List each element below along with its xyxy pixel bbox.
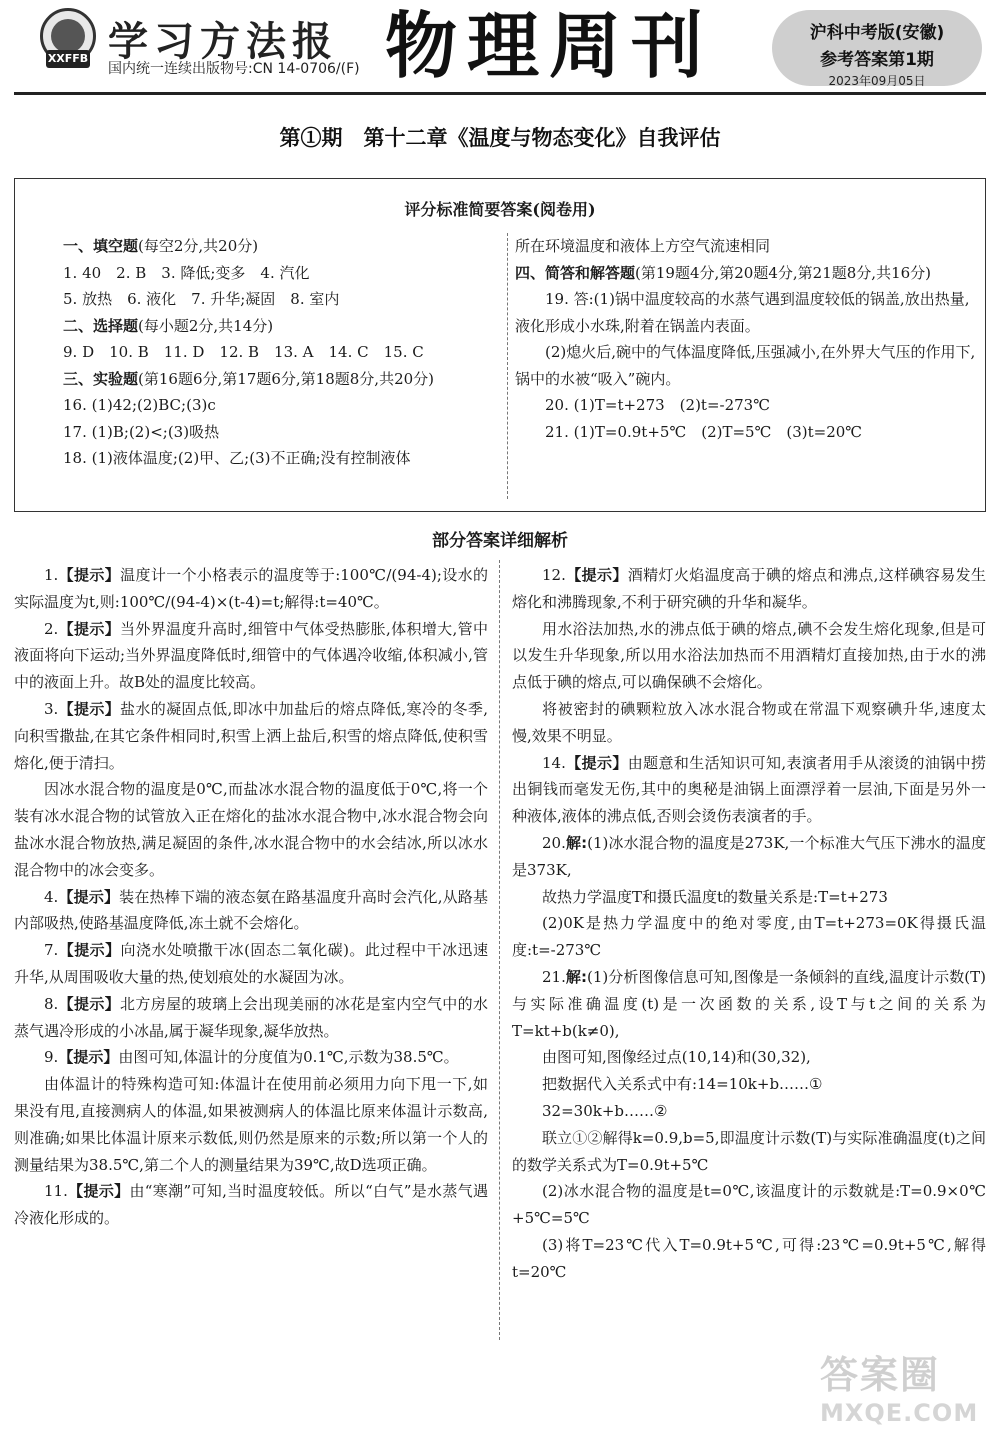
section-label: 三、实验题 [63, 369, 139, 388]
watermark [820, 1344, 990, 1427]
analysis-text: (1)分析图像信息可知,图像是一条倾斜的直线,温度计示数(T)与实际准确温度(t)是一次函数的关系,设T与t之间的关系为T=kt+b(k≠0), [512, 967, 987, 1040]
header-divider [14, 92, 986, 95]
answer-line: 1. 40 2. B 3. 降低;变多 4. 汽化 [63, 263, 310, 282]
analysis-paragraph [14, 562, 488, 616]
hint-label: 【提示】 [58, 941, 121, 960]
masthead [0, 0, 1000, 92]
analysis-text: 用水浴法加热,水的沸点低于碘的熔点,碘不会发生熔化现象,但是可以发生升华现象,所以用水浴法加热而不用酒精灯直接加热,由于水的沸点低于碘的熔点,可以确保碘不会熔化。 [512, 619, 986, 692]
answer-key-left-column [63, 233, 501, 472]
answer-line: 16. (1)42;(2)BC;(3)c [63, 396, 216, 414]
analysis-text: (2)冰水混合物的温度是t=0℃,该温度计的示数就是:T=0.9×0℃+5℃=5℃ [512, 1182, 986, 1228]
analysis-paragraph [14, 937, 488, 991]
analysis-text: (3)将T=23℃代入T=0.9t+5℃,可得:23℃=0.9t+5℃,解得t=20℃ [512, 1235, 986, 1281]
question-number: 7. [44, 941, 59, 960]
analysis-paragraph [512, 696, 986, 750]
hint-label: 解: [565, 833, 588, 852]
analysis-paragraph [14, 1178, 488, 1232]
analysis-text: 联立①②解得k=0.9,b=5,即温度计示数(T)与实际准确温度(t)之间的数学关系式为T=0.9t+5℃ [512, 1128, 986, 1174]
analysis-paragraph [512, 1071, 986, 1098]
section-label: 四、简答和解答题 [515, 263, 636, 282]
section-note: (每空2分,共20分) [138, 237, 259, 255]
answer-line: 所在环境温度和液体上方空气流速相同 [515, 237, 771, 255]
publication-number: 国内统一连续出版物号:CN 14-0706/(F) [108, 61, 360, 77]
analysis-text: 把数据代入关系式中有:14=10k+b……① [542, 1075, 823, 1094]
analysis-text: (2)0K是热力学温度中的绝对零度,由T=t+273=0K得摄氏温度:t=-273℃ [512, 914, 986, 960]
weekly-title: 物理周刊 [385, 4, 714, 88]
question-number: 9. [44, 1048, 59, 1067]
answer-line: 17. (1)B;(2)<;(3)吸热 [63, 422, 220, 441]
answer-key-box [14, 178, 986, 512]
edition-name: 沪科中考版(安徽) [809, 23, 945, 43]
answer-line: 18. (1)液体温度;(2)甲、乙;(3)不正确;没有控制液体 [63, 449, 411, 467]
edition-date: 2023年09月05日 [828, 74, 926, 88]
column-divider [499, 560, 500, 1340]
hint-label: 【提示】 [58, 1048, 119, 1067]
analysis-text: 由“寒潮”可知,当时温度较低。所以“白气”是水蒸气遇冷液化形成的。 [14, 1182, 488, 1228]
hint-label: 【提示】 [58, 994, 121, 1013]
answer-line [515, 260, 977, 287]
analysis-paragraph [512, 1044, 986, 1071]
analysis-paragraph [14, 1071, 488, 1178]
analysis-heading: 部分答案详细解析 [432, 531, 568, 551]
edition-issue: 参考答案第1期 [820, 50, 934, 70]
answer-line: (2)熄火后,碗中的气体温度降低,压强减小,在外界大气压的作用下,锅中的水被“吸入”碗内。 [515, 343, 976, 388]
hint-label: 【提示】 [565, 566, 628, 584]
question-number: 14. [542, 753, 566, 772]
analysis-text: (1)冰水混合物的温度是273K,一个标准大气压下沸水的温度是373K, [512, 833, 986, 879]
section-note: (第19题4分,第20题4分,第21题8分,共16分) [635, 263, 932, 282]
paper-name: 学习方法报 [108, 18, 338, 65]
issue-title: 第①期 第十二章《温度与物态变化》自我评估 [279, 125, 721, 150]
answer-line: 5. 放热 6. 液化 7. 升华;凝固 8. 室内 [63, 290, 340, 308]
analysis-text: 由图可知,体温计的分度值为0.1℃,示数为38.5℃。 [118, 1048, 459, 1067]
analysis-paragraph [512, 1178, 986, 1232]
question-number: 21. [542, 967, 566, 986]
column-divider [507, 233, 508, 499]
answer-line: 19. 答:(1)锅中温度较高的水蒸气遇到温度较低的锅盖,放出热量,液化形成小水珠,附着在锅盖内表面。 [515, 290, 970, 335]
analysis-text: 由图可知,图像经过点(10,14)和(30,32), [542, 1048, 811, 1067]
question-number: 20. [542, 833, 566, 852]
analysis-paragraph [14, 776, 488, 883]
section-note: (每小题2分,共14分) [138, 316, 274, 335]
hint-label: 【提示】 [58, 619, 121, 638]
analysis-text: 北方房屋的玻璃上会出现美丽的冰花是室内空气中的水蒸气遇冷形成的小冰晶,属于凝华现象,凝华放热。 [14, 994, 488, 1040]
analysis-text: 32=30k+b……② [542, 1101, 668, 1120]
analysis-text: 盐水的凝固点低,即冰中加盐后的熔点降低,寒冷的冬季,向积雪撒盐,在其它条件相同时,积雪上洒上盐后,积雪的熔点降低,使积雪熔化,便于清扫。 [14, 699, 488, 772]
answer-line [63, 313, 501, 340]
answer-key-heading: 评分标准简要答案(阅卷用) [404, 200, 596, 219]
hint-label: 【提示】 [565, 753, 628, 772]
answer-line [63, 233, 501, 260]
analysis-text: 故热力学温度T和摄氏温度t的数量关系是:T=t+273 [542, 887, 888, 906]
analysis-paragraph [14, 616, 488, 696]
question-number: 4. [44, 887, 59, 906]
analysis-paragraph [512, 910, 986, 964]
edition-badge [772, 10, 982, 86]
analysis-text: 由题意和生活知识可知,表演者用手从滚烫的油锅中捞出铜钱而毫发无伤,其中的奥秘是油锅上面漂浮着一层油,下面是另外一种液体,液体的沸点低,否则会烫伤表演者的手。 [512, 753, 986, 826]
answer-line [63, 366, 501, 393]
question-number: 11. [44, 1182, 68, 1201]
analysis-text: 将被密封的碘颗粒放入冰水混合物或在常温下观察碘升华,速度太慢,效果不明显。 [512, 699, 986, 745]
question-number: 2. [44, 619, 59, 638]
analysis-paragraph [512, 616, 986, 696]
analysis-paragraph [512, 1125, 986, 1179]
hint-label: 【提示】 [67, 1182, 130, 1201]
analysis-paragraph [14, 884, 488, 938]
section-label: 一、填空题 [63, 237, 139, 255]
analysis-text: 由体温计的特殊构造可知:体温计在使用前必须用力向下甩一下,如果没有甩,直接测病人的体温,如果被测病人的体温比原来体温计示数高,则准确;如果比体温计原来示数低,则仍然是原来的示数;所以第一个人的测量结果为38.5℃,第二个人的测量结果为39℃,故D选项正确。 [14, 1075, 488, 1174]
question-number: 1. [44, 566, 59, 584]
analysis-paragraph [512, 1232, 986, 1286]
analysis-text: 装在热棒下端的液态氨在路基温度升高时会汽化,从路基内部吸热,使路基温度降低,冻土就不会熔化。 [14, 887, 488, 933]
analysis-text: 酒精灯火焰温度高于碘的熔点和沸点,这样碘容易发生熔化和沸腾现象,不利于研究碘的升华和凝华。 [512, 566, 986, 611]
analysis-paragraph [512, 884, 986, 911]
analysis-paragraph [512, 830, 986, 884]
analysis-paragraph [14, 696, 488, 776]
analysis-paragraph [512, 964, 986, 1044]
hint-label: 【提示】 [58, 887, 120, 906]
question-number: 12. [542, 566, 566, 584]
section-label: 二、选择题 [63, 316, 139, 335]
hint-label: 【提示】 [58, 566, 121, 584]
analysis-paragraph [14, 1044, 488, 1071]
analysis-right-column [512, 562, 986, 1286]
analysis-text: 因冰水混合物的温度是0℃,而盐冰水混合物的温度低于0℃,将一个装有冰水混合物的试管放入正在熔化的盐冰水混合物中,冰水混合物会向盐冰水混合物放热,满足凝固的条件,冰水混合物中的水会结冰,所以冰水混合物中的冰会变多。 [14, 780, 488, 879]
analysis-paragraph [512, 750, 986, 830]
watermark-bottom: MXQE.COM [820, 1399, 979, 1427]
question-number: 3. [44, 699, 59, 718]
section-note: (第16题6分,第17题6分,第18题8分,共20分) [138, 369, 435, 388]
logo-badge: XXFFB [46, 50, 90, 68]
question-number: 8. [44, 994, 59, 1013]
analysis-text: 当外界温度升高时,细管中气体受热膨胀,体积增大,管中液面将向下运动;当外界温度降低时,细管中的气体遇冷收缩,体积减小,管中的液面上升。故B处的温度比较高。 [14, 619, 488, 692]
analysis-paragraph [512, 562, 986, 616]
answer-line: 20. (1)T=t+273 (2)t=-273℃ [545, 396, 770, 414]
answer-key-right-column [515, 233, 977, 445]
hint-label: 【提示】 [58, 699, 121, 718]
analysis-paragraph [14, 991, 488, 1045]
analysis-paragraph [512, 1098, 986, 1125]
analysis-left-column [14, 562, 488, 1232]
analysis-text: 温度计一个小格表示的温度等于:100℃/(94-4);设水的实际温度为t,则:100℃/(94-4)×(t-4)=t;解得:t=40℃。 [14, 566, 488, 611]
answer-line: 21. (1)T=0.9t+5℃ (2)T=5℃ (3)t=20℃ [545, 422, 863, 441]
hint-label: 解: [565, 967, 587, 986]
watermark-top: 答案圈 [820, 1353, 941, 1397]
analysis-text: 向浇水处喷撒干冰(固态二氧化碳)。此过程中干冰迅速升华,从周围吸收大量的热,使划痕处的水凝固为冰。 [14, 941, 488, 986]
answer-line: 9. D 10. B 11. D 12. B 13. A 14. C 15. C [63, 343, 424, 361]
